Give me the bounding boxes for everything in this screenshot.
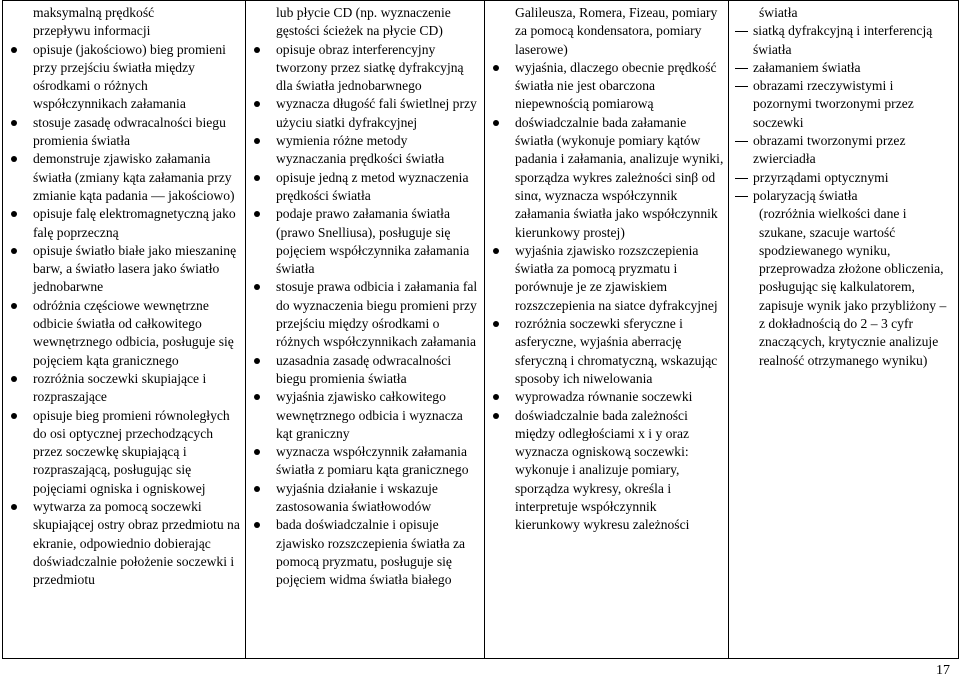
list-item: wyprowadza równanie soczewki [489, 388, 724, 406]
list-item: maksymalną prędkość [33, 5, 155, 20]
page-number: 17 [936, 663, 950, 678]
list-item: opisuje (jakościowo) bieg promieni przy przejściu światła między ośrodkami o różnych współczynnikach załamania [7, 41, 241, 114]
list-item: odróżnia częściowe wewnętrzne odbicie światła od całkowitego wewnętrznego odbicia, posługuje się pojęciem kąta granicznego [7, 297, 241, 370]
list-item: siatką dyfrakcyjną i interferencją światła [733, 22, 954, 59]
list-item: wyznacza współczynnik załamania światła z pomiaru kąta granicznego [250, 443, 480, 480]
list-item: wytwarza za pomocą soczewki skupiającej ostry obraz przedmiotu na ekranie, odpowiednio dobierając doświadczalnie położenie soczewki i przedmiotu [7, 498, 241, 589]
list-item: wyjaśnia zjawisko całkowitego wewnętrznego odbicia i wyznacza kąt graniczny [250, 388, 480, 443]
list-item: (rozróżnia wielkości dane i szukane, szacuje wartość spodziewanego wyniku, przeprowadza złożone obliczenia, posługując się kalkulatorem, zapisuje wynik jako przybliżony – z dokładnością do 2 – 3 cyfr znaczących, krytycznie analizuje realność otrzymanego wyniku) [759, 206, 947, 368]
list-item: obrazami tworzonymi przez zwierciadła [733, 132, 954, 169]
list-item: demonstruje zjawisko załamania światła (zmiany kąta załamania przy zmianie kąta padania — jakościowo) [7, 150, 241, 205]
list-item: stosuje zasadę odwracalności biegu promienia światła [7, 114, 241, 151]
list-item: rozróżnia soczewki sferyczne i asferyczne, wyjaśnia aberrację sferyczną i chromatyczną, wskazując sposoby ich niwelowania [489, 315, 724, 388]
column-4 [729, 1, 959, 659]
list-item: opisuje bieg promieni równoległych do osi optycznej przechodzących przez soczewkę skupiającą i rozpraszającą, posługując się pojęciami ogniska i ogniskowej [7, 407, 241, 498]
list-item: bada doświadczalnie i opisuje zjawisko rozszczepienia światła za pomocą pryzmatu, posługuje się pojęciem widma światła białego [250, 516, 480, 589]
list-item: opisuje falę elektromagnetyczną jako falę poprzeczną [7, 205, 241, 242]
list-item: wyjaśnia zjawisko rozszczepienia światła za pomocą pryzmatu i porównuje je ze zjawiskiem rozszczepienia na siatce dyfrakcyjnej [489, 242, 724, 315]
table-row [3, 1, 959, 659]
column-2 [246, 1, 485, 659]
curriculum-table [2, 0, 959, 659]
list-item: światła [759, 5, 798, 20]
list-item: opisuje jedną z metod wyznaczenia prędkości światła [250, 169, 480, 206]
list-item: obrazami rzeczywistymi i pozornymi tworzonymi przez soczewki [733, 77, 954, 132]
list-item: wymienia różne metody wyznaczania prędkości światła [250, 132, 480, 169]
list-item: opisuje światło białe jako mieszaninę barw, a światło lasera jako światło jednobarwne [7, 242, 241, 297]
list-item: przepływu informacji [33, 23, 151, 39]
list-item: przyrządami optycznymi [733, 169, 954, 187]
list-item: doświadczalnie bada zależności między odległościami x i y oraz wyznacza ogniskową soczewki: wykonuje i analizuje pomiary, sporządza wykresy, określa i interpretuje współczynnik kierunkowy wykresu zależności [489, 407, 724, 535]
list-item: wyjaśnia działanie i wskazuje zastosowania światłowodów [250, 480, 480, 517]
column-1 [3, 1, 246, 659]
list-item: podaje prawo załamania światła (prawo Snelliusa), posługuje się pojęciem współczynnika załamania światła [250, 205, 480, 278]
list-item: doświadczalnie bada załamanie światła (wykonuje pomiary kątów padania i załamania, analizuje wyniki, sporządza wykres zależności sinβ od sinα, wyznacza współczynnik załamania światła jako współczynnik kierunkowy prostej) [489, 114, 724, 242]
list-item: wyznacza długość fali świetlnej przy użyciu siatki dyfrakcyjnej [250, 95, 480, 132]
list-item: rozróżnia soczewki skupiające i rozpraszające [7, 370, 241, 407]
list-item: Galileusza, Romera, Fizeau, pomiary za pomocą kondensatora, pomiary laserowe) [515, 5, 718, 57]
list-item: wyjaśnia, dlaczego obecnie prędkość światła nie jest obarczona niepewnością pomiarową [489, 59, 724, 114]
list-item: stosuje prawa odbicia i załamania fal do wyznaczenia biegu promieni przy przejściu między ośrodkami o różnych współczynnikach załamania [250, 278, 480, 351]
list-item: opisuje obraz interferencyjny tworzony przez siatkę dyfrakcyjną dla światła jednobarwnego [250, 41, 480, 96]
list-item: polaryzacją światła [733, 187, 954, 205]
list-item: lub płycie CD (np. wyznaczenie gęstości ścieżek na płycie CD) [276, 5, 451, 39]
list-item: załamaniem światła [733, 59, 954, 77]
list-item: uzasadnia zasadę odwracalności biegu promienia światła [250, 352, 480, 389]
column-3 [485, 1, 729, 659]
